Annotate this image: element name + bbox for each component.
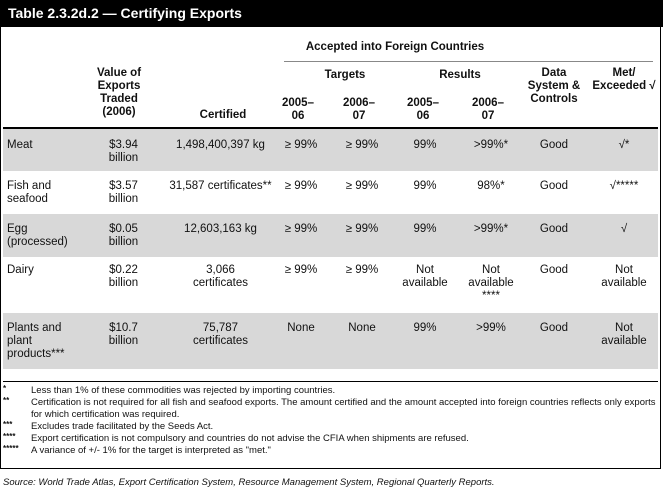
- target-2006-cell: ≥ 99%: [345, 180, 379, 192]
- certified-cell: 75,787 certificates: [193, 322, 248, 347]
- group-header-accepted: Accepted into Foreign Countries: [305, 41, 485, 53]
- met-cell: √: [620, 223, 628, 235]
- targets-2006-header: 2006–07: [343, 97, 375, 122]
- value-header: Value of Exports Traded (2006): [96, 67, 142, 118]
- target-2005-cell: None: [287, 322, 315, 334]
- data-system-header: Data System & Controls: [527, 67, 581, 105]
- result-2005-cell: 99%: [413, 139, 437, 151]
- footnote: [3, 445, 658, 457]
- result-2006-cell: >99%*: [473, 223, 509, 235]
- footnote-mark: ***: [3, 420, 13, 429]
- data-system-cell: Good: [539, 264, 569, 276]
- met-cell: √*: [618, 139, 630, 151]
- met-cell: Not available: [601, 264, 647, 289]
- targets-header: Targets: [324, 69, 366, 81]
- value-cell: $10.7 billion: [108, 322, 139, 347]
- notes-rule: [3, 381, 658, 382]
- results-header: Results: [439, 69, 481, 81]
- target-2005-cell: ≥ 99%: [284, 264, 318, 276]
- results-2005-header: 2005–06: [407, 97, 439, 122]
- certified-cell: 31,587 certificates**: [169, 180, 272, 192]
- target-2005-cell: ≥ 99%: [284, 139, 318, 151]
- data-system-cell: Good: [539, 322, 569, 334]
- footnote-mark: **: [3, 396, 10, 405]
- certified-cell: 1,498,400,397 kg: [176, 139, 265, 151]
- value-cell: $0.22 billion: [108, 264, 139, 289]
- targets-2005-header: 2005–06: [282, 97, 314, 122]
- result-2005-cell: 99%: [413, 223, 437, 235]
- commodity-cell: Egg (processed): [7, 223, 68, 248]
- footnote-text: A variance of +/- 1% for the target is interpreted as "met.": [31, 445, 271, 456]
- footnote-mark: *: [3, 384, 7, 393]
- met-header: Met/ Exceeded √: [592, 67, 656, 92]
- value-cell: $3.57 billion: [108, 180, 139, 205]
- target-2006-cell: ≥ 99%: [345, 264, 379, 276]
- result-2006-cell: >99%: [476, 322, 506, 334]
- table-row: [3, 313, 658, 369]
- table-row: [3, 257, 658, 313]
- met-cell: √*****: [609, 180, 639, 192]
- commodity-cell: Plants and plant products***: [7, 322, 65, 360]
- table-row: [3, 214, 658, 257]
- target-2006-cell: None: [348, 322, 376, 334]
- target-2005-cell: ≥ 99%: [284, 180, 318, 192]
- footnote-text: Export certification is not compulsory and countries do not advise the CFIA when shipments are refused.: [31, 433, 469, 444]
- target-2005-cell: ≥ 99%: [284, 223, 318, 235]
- footnote-text: Less than 1% of these commodities was rejected by importing countries.: [31, 385, 336, 396]
- data-system-cell: Good: [539, 180, 569, 192]
- table-row: [3, 129, 658, 171]
- commodity-cell: Fish and seafood: [7, 180, 52, 205]
- result-2006-cell: 98%*: [477, 180, 505, 192]
- footnote: [3, 385, 658, 397]
- result-2005-cell: 99%: [413, 322, 437, 334]
- source-note: Source: World Trade Atlas, Export Certification System, Resource Management System, Regional Quarterly Reports.: [3, 477, 495, 488]
- data-system-cell: Good: [539, 139, 569, 151]
- group-rule: [284, 61, 653, 62]
- results-2006-header: 2006–07: [472, 97, 504, 122]
- footnote: [3, 397, 658, 421]
- commodity-cell: Meat: [7, 139, 33, 151]
- result-2005-cell: Not available: [402, 264, 448, 289]
- target-2006-cell: ≥ 99%: [345, 139, 379, 151]
- value-cell: $0.05 billion: [108, 223, 139, 248]
- certified-cell: 12,603,163 kg: [184, 223, 257, 235]
- footnote: [3, 421, 658, 433]
- footnote: [3, 433, 658, 445]
- footnotes: [3, 385, 658, 457]
- footnote-mark: ****: [3, 432, 16, 441]
- table-row: [3, 171, 658, 214]
- certified-cell: 3,066 certificates: [193, 264, 248, 289]
- value-cell: $3.94 billion: [108, 139, 139, 164]
- target-2006-cell: ≥ 99%: [345, 223, 379, 235]
- footnote-mark: *****: [3, 444, 19, 453]
- footnote-text: Excludes trade facilitated by the Seeds Act.: [31, 421, 214, 432]
- result-2006-cell: Not available ****: [468, 264, 514, 302]
- result-2005-cell: 99%: [413, 180, 437, 192]
- certified-header: Certified: [199, 109, 247, 121]
- footnote-text: Certification is not required for all fish and seafood exports. The amount certified and the amount accepted into foreign countries reflects only exports for which certification was required.: [31, 397, 656, 420]
- data-system-cell: Good: [539, 223, 569, 235]
- commodity-cell: Dairy: [7, 264, 34, 276]
- result-2006-cell: >99%*: [473, 139, 509, 151]
- table-title: Table 2.3.2d.2 — Certifying Exports: [0, 0, 663, 27]
- met-cell: Not available: [601, 322, 647, 347]
